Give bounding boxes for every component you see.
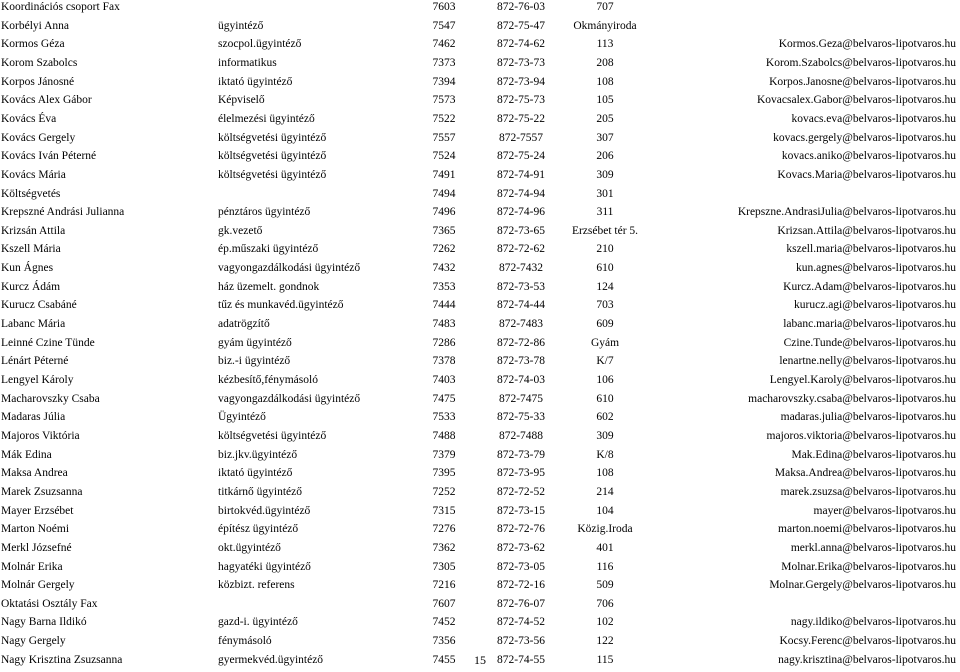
- room: 610: [596, 262, 614, 275]
- phone-number: 872-73-05: [497, 560, 545, 573]
- job-title: élelmezési ügyintéző: [218, 112, 315, 125]
- email-address: kovacs.eva@belvaros-lipotvaros.hu: [791, 112, 956, 125]
- phone-number: 872-72-76: [497, 523, 545, 536]
- person-name: Kszell Mária: [1, 243, 61, 256]
- person-name: Molnár Erika: [1, 560, 63, 573]
- email-address: marek.zsuzsa@belvaros-lipotvaros.hu: [780, 485, 956, 498]
- table-row: [0, 0, 960, 17]
- job-title: költségvetési ügyintéző: [218, 429, 327, 442]
- person-name: Lénárt Péterné: [1, 355, 69, 368]
- room: Közig.Iroda: [577, 523, 633, 536]
- phone-number: 872-75-24: [497, 150, 545, 163]
- table-row: [0, 222, 960, 241]
- room: 509: [596, 579, 614, 592]
- extension: 7444: [432, 299, 456, 312]
- email-address: mayer@belvaros-lipotvaros.hu: [813, 504, 956, 517]
- extension: 7494: [432, 187, 456, 200]
- person-name: Kormos Géza: [1, 38, 65, 51]
- table-row: [0, 576, 960, 595]
- email-address: nagy.ildiko@belvaros-lipotvaros.hu: [790, 616, 956, 629]
- job-title: ügyintéző: [218, 19, 264, 32]
- room: 208: [596, 56, 614, 69]
- phone-number: 872-72-16: [497, 579, 545, 592]
- person-name: Merkl Józsefné: [1, 541, 72, 554]
- job-title: költségvetési ügyintéző: [218, 131, 327, 144]
- email-address: macharovszky.csaba@belvaros-lipotvaros.hu: [748, 392, 956, 405]
- room: K/8: [596, 448, 614, 461]
- extension: 7365: [432, 224, 456, 237]
- person-name: Labanc Mária: [1, 318, 66, 331]
- person-name: Nagy Barna Ildikó: [1, 616, 87, 629]
- extension: 7483: [432, 318, 456, 331]
- person-name: Kovács Gergely: [1, 131, 76, 144]
- phone-number: 872-75-33: [497, 411, 545, 424]
- room: 309: [596, 429, 614, 442]
- job-title: biz.-i ügyintéző: [218, 355, 291, 368]
- phone-number: 872-7432: [498, 262, 544, 275]
- person-name: Kurcz Ádám: [1, 280, 61, 293]
- person-name: Koordinációs csoport Fax: [1, 1, 120, 13]
- email-address: Korpos.Janosne@belvaros-lipotvaros.hu: [769, 75, 956, 88]
- phone-number: 872-73-56: [497, 635, 545, 648]
- phone-number: 872-72-86: [497, 336, 545, 349]
- room: Erzsébet tér 5.: [571, 224, 639, 237]
- room: 706: [596, 597, 614, 610]
- room: 307: [596, 131, 614, 144]
- email-address: kurucz.agi@belvaros-lipotvaros.hu: [794, 299, 956, 312]
- table-row: [0, 35, 960, 54]
- job-title: gazd-i. ügyintéző: [218, 616, 298, 629]
- job-title: gyermekvéd.ügyintéző: [218, 653, 324, 666]
- table-row: [0, 352, 960, 371]
- room: 113: [596, 38, 614, 51]
- room: 214: [596, 485, 614, 498]
- table-row: [0, 73, 960, 92]
- room: 122: [596, 635, 614, 648]
- table-row: [0, 483, 960, 502]
- job-title: tűz és munkavéd.ügyintéző: [218, 299, 344, 312]
- person-name: Krepszné Andrási Julianna: [1, 206, 125, 219]
- extension: 7276: [432, 523, 456, 536]
- job-title: gk.vezető: [218, 224, 263, 237]
- room: 609: [596, 318, 614, 331]
- job-title: építész ügyintéző: [218, 523, 299, 536]
- person-name: Kun Ágnes: [1, 262, 54, 275]
- person-name: Nagy Gergely: [1, 635, 66, 648]
- table-row: [0, 259, 960, 278]
- phone-number: 872-74-44: [497, 299, 545, 312]
- email-address: Mak.Edina@belvaros-lipotvaros.hu: [791, 448, 956, 461]
- job-title: informatikus: [218, 56, 277, 69]
- extension: 7533: [432, 411, 456, 424]
- extension: 7305: [432, 560, 456, 573]
- email-address: Molnar.Gergely@belvaros-lipotvaros.hu: [769, 579, 956, 592]
- table-row: [0, 296, 960, 315]
- table-row: [0, 595, 960, 614]
- person-name: Molnár Gergely: [1, 579, 75, 592]
- extension: 7603: [432, 1, 456, 13]
- phone-number: 872-73-73: [497, 56, 545, 69]
- phone-number: 872-74-94: [497, 187, 545, 200]
- job-title: adatrögzítő: [218, 318, 270, 331]
- person-name: Kovács Alex Gábor: [1, 94, 92, 107]
- job-title: ép.műszaki ügyintéző: [218, 243, 319, 256]
- email-address: Korom.Szabolcs@belvaros-lipotvaros.hu: [765, 56, 956, 69]
- extension: 7252: [432, 485, 456, 498]
- table-row: [0, 464, 960, 483]
- email-address: Maksa.Andrea@belvaros-lipotvaros.hu: [774, 467, 956, 480]
- extension: 7607: [432, 597, 456, 610]
- room: 124: [596, 280, 614, 293]
- phone-number: 872-76-03: [497, 1, 545, 13]
- extension: 7353: [432, 280, 456, 293]
- job-title: okt.ügyintéző: [218, 541, 281, 554]
- job-title: titkárnő ügyintéző: [218, 485, 302, 498]
- job-title: vagyongazdálkodási ügyintéző: [218, 262, 361, 275]
- table-row: [0, 240, 960, 259]
- email-address: kun.agnes@belvaros-lipotvaros.hu: [795, 262, 956, 275]
- email-address: Kocsy.Ferenc@belvaros-lipotvaros.hu: [779, 635, 956, 648]
- job-title: iktató ügyintéző: [218, 75, 293, 88]
- room: 707: [596, 1, 614, 13]
- room: 106: [596, 374, 614, 386]
- room: 108: [596, 75, 614, 88]
- table-row: [0, 166, 960, 185]
- extension: 7524: [432, 150, 456, 163]
- job-title: szocpol.ügyintéző: [218, 38, 302, 51]
- person-name: Krizsán Attila: [1, 224, 66, 237]
- person-name: Kurucz Csabáné: [1, 299, 77, 312]
- phone-number: 872-74-91: [497, 168, 545, 181]
- phone-number: 872-7557: [498, 131, 544, 144]
- phone-number: 872-76-07: [497, 597, 545, 610]
- email-address: Kurcz.Adam@belvaros-lipotvaros.hu: [783, 280, 956, 293]
- person-name: Leinné Czine Tünde: [1, 336, 95, 349]
- extension: 7315: [432, 504, 456, 517]
- table-row: [0, 446, 960, 465]
- person-name: Korbélyi Anna: [1, 19, 70, 32]
- email-address: majoros.viktoria@belvaros-lipotvaros.hu: [766, 429, 956, 442]
- table-row: [0, 334, 960, 353]
- job-title: Ügyintéző: [218, 411, 266, 424]
- extension: 7547: [432, 19, 456, 32]
- room: Gyám: [590, 336, 620, 349]
- room: K/7: [596, 355, 614, 368]
- phone-number: 872-73-79: [497, 448, 545, 461]
- extension: 7491: [432, 168, 456, 181]
- room: 105: [596, 94, 614, 107]
- person-name: Maksa Andrea: [1, 467, 68, 480]
- email-address: Molnar.Erika@belvaros-lipotvaros.hu: [781, 560, 956, 573]
- person-name: Kovács Éva: [1, 112, 57, 125]
- phone-number: 872-74-52: [497, 616, 545, 629]
- phone-number: 872-75-47: [497, 19, 545, 32]
- room: Okmányiroda: [573, 19, 637, 32]
- phone-number: 872-74-96: [497, 206, 545, 219]
- table-row: [0, 185, 960, 204]
- email-address: labanc.maria@belvaros-lipotvaros.hu: [783, 318, 956, 331]
- person-name: Oktatási Osztály Fax: [1, 597, 98, 610]
- table-row: [0, 110, 960, 129]
- extension: 7362: [432, 541, 456, 554]
- room: 309: [596, 168, 614, 181]
- table-row: [0, 408, 960, 427]
- extension: 7216: [432, 579, 456, 592]
- phone-number: 872-72-62: [497, 243, 545, 256]
- table-row: [0, 129, 960, 148]
- extension: 7462: [432, 38, 456, 51]
- person-name: Macharovszky Csaba: [1, 392, 100, 405]
- room: 205: [596, 112, 614, 125]
- table-row: [0, 539, 960, 558]
- extension: 7262: [432, 243, 456, 256]
- table-row: [0, 632, 960, 651]
- extension: 7452: [432, 616, 456, 629]
- room: 104: [596, 504, 614, 517]
- table-row: [0, 54, 960, 73]
- email-address: madaras.julia@belvaros-lipotvaros.hu: [780, 411, 956, 424]
- table-row: [0, 371, 960, 390]
- job-title: iktató ügyintéző: [218, 467, 293, 480]
- phone-number: 872-74-55: [497, 653, 545, 666]
- phone-number: 872-7483: [498, 318, 544, 331]
- email-address: Kormos.Geza@belvaros-lipotvaros.hu: [778, 38, 956, 51]
- person-name: Majoros Viktória: [1, 429, 80, 442]
- email-address: Krepszne.AndrasiJulia@belvaros-lipotvaros.hu: [737, 206, 956, 219]
- extension: 7286: [432, 336, 456, 349]
- job-title: birtokvéd.ügyintéző: [218, 504, 311, 517]
- table-row: [0, 91, 960, 110]
- person-name: Marek Zsuzsanna: [1, 485, 83, 498]
- room: 703: [596, 299, 614, 312]
- job-title: biz.jkv.ügyintéző: [218, 448, 298, 461]
- extension: 7395: [432, 467, 456, 480]
- person-name: Költségvetés: [1, 187, 61, 200]
- table-row: [0, 278, 960, 297]
- extension: 7432: [432, 262, 456, 275]
- extension: 7522: [432, 112, 456, 125]
- person-name: Nagy Krisztina Zsuzsanna: [1, 653, 123, 666]
- room: 602: [596, 411, 614, 424]
- email-address: Lengyel.Karoly@belvaros-lipotvaros.hu: [769, 374, 956, 386]
- job-title: fénymásoló: [218, 635, 272, 648]
- extension: 7378: [432, 355, 456, 368]
- email-address: lenartne.nelly@belvaros-lipotvaros.hu: [779, 355, 956, 368]
- page-number: 15: [474, 653, 486, 667]
- extension: 7394: [432, 75, 456, 88]
- email-address: merkl.anna@belvaros-lipotvaros.hu: [790, 541, 956, 554]
- room: 108: [596, 467, 614, 480]
- table-row: [0, 203, 960, 222]
- email-address: nagy.krisztina@belvaros-lipotvaros.hu: [778, 653, 956, 666]
- extension: 7475: [432, 392, 456, 405]
- job-title: költségvetési ügyintéző: [218, 168, 327, 181]
- table-row: [0, 502, 960, 521]
- room: 115: [596, 653, 614, 666]
- person-name: Korom Szabolcs: [1, 56, 78, 69]
- phone-number: 872-7475: [498, 392, 544, 405]
- table-row: [0, 147, 960, 166]
- room: 116: [596, 560, 614, 573]
- email-address: Czine.Tunde@belvaros-lipotvaros.hu: [783, 336, 956, 349]
- room: 311: [596, 206, 614, 219]
- room: 206: [596, 150, 614, 163]
- person-name: Korpos Jánosné: [1, 75, 75, 88]
- phone-number: 872-75-73: [497, 94, 545, 107]
- email-address: kovacs.aniko@belvaros-lipotvaros.hu: [781, 150, 956, 163]
- job-title: ház üzemelt. gondnok: [218, 280, 320, 293]
- phone-number: 872-73-15: [497, 504, 545, 517]
- email-address: kovacs.gergely@belvaros-lipotvaros.hu: [773, 131, 956, 144]
- phone-number: 872-74-62: [497, 38, 545, 51]
- phone-number: 872-75-22: [497, 112, 545, 125]
- table-row: [0, 390, 960, 409]
- job-title: közbizt. referens: [218, 579, 295, 592]
- phone-number: 872-7488: [498, 429, 544, 442]
- job-title: gyám ügyintéző: [218, 336, 292, 349]
- room: 401: [596, 541, 614, 554]
- job-title: pénztáros ügyintéző: [218, 206, 311, 219]
- extension: 7488: [432, 429, 456, 442]
- extension: 7403: [432, 374, 456, 386]
- room: 210: [596, 243, 614, 256]
- extension: 7455: [432, 653, 456, 666]
- email-address: kszell.maria@belvaros-lipotvaros.hu: [786, 243, 956, 256]
- job-title: Képviselő: [218, 94, 265, 107]
- phone-number: 872-72-52: [497, 485, 545, 498]
- person-name: Madaras Júlia: [1, 411, 66, 424]
- extension: 7379: [432, 448, 456, 461]
- phone-number: 872-73-53: [497, 280, 545, 293]
- person-name: Kovács Mária: [1, 168, 66, 181]
- phone-number: 872-73-78: [497, 355, 545, 368]
- email-address: marton.noemi@belvaros-lipotvaros.hu: [778, 523, 956, 536]
- table-row: [0, 520, 960, 539]
- extension: 7573: [432, 94, 456, 107]
- phone-number: 872-74-03: [497, 374, 545, 386]
- person-name: Mák Edina: [1, 448, 52, 461]
- table-row: [0, 17, 960, 36]
- email-address: Kovacs.Maria@belvaros-lipotvaros.hu: [777, 168, 956, 181]
- phone-number: 872-73-62: [497, 541, 545, 554]
- email-address: Krizsan.Attila@belvaros-lipotvaros.hu: [777, 224, 956, 237]
- phone-number: 872-73-95: [497, 467, 545, 480]
- person-name: Kovács Iván Péterné: [1, 150, 97, 163]
- person-name: Mayer Erzsébet: [1, 504, 74, 517]
- job-title: hagyatéki ügyintéző: [218, 560, 311, 573]
- phone-number: 872-73-65: [497, 224, 545, 237]
- room: 610: [596, 392, 614, 405]
- extension: 7356: [432, 635, 456, 648]
- table-row: [0, 613, 960, 632]
- email-address: Kovacsalex.Gabor@belvaros-lipotvaros.hu: [756, 94, 956, 107]
- room: 301: [596, 187, 614, 200]
- extension: 7557: [432, 131, 456, 144]
- person-name: Lengyel Károly: [1, 374, 74, 386]
- job-title: költségvetési ügyintéző: [218, 150, 327, 163]
- phone-number: 872-73-94: [497, 75, 545, 88]
- table-row: [0, 315, 960, 334]
- extension: 7496: [432, 206, 456, 219]
- table-row: [0, 558, 960, 577]
- table-row: [0, 427, 960, 446]
- job-title: kézbesítő,fénymásoló: [218, 374, 318, 386]
- extension: 7373: [432, 56, 456, 69]
- person-name: Marton Noémi: [1, 523, 70, 536]
- room: 102: [596, 616, 614, 629]
- job-title: vagyongazdálkodási ügyintéző: [218, 392, 361, 405]
